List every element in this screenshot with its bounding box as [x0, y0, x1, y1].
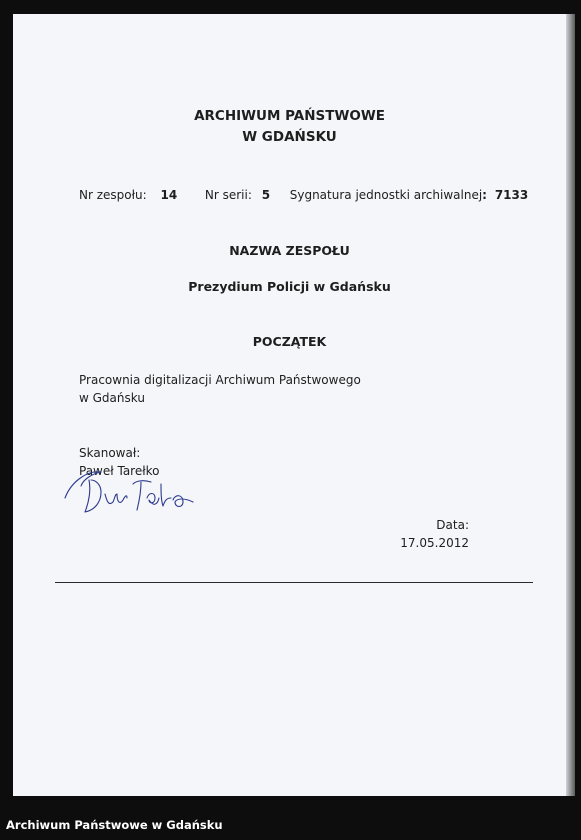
fond-number-value: 14	[160, 188, 178, 202]
digitization-lab-line2: w Gdańsku	[79, 391, 145, 405]
scanned-by-label: Skanował:	[79, 446, 141, 460]
fond-number-label: Nr zespołu:	[79, 188, 147, 202]
footer-caption: Archiwum Państwowe w Gdańsku	[6, 818, 223, 832]
archive-title-line2: W GDAŃSKU	[242, 129, 337, 145]
archive-title-line1: ARCHIWUM PAŃSTWOWE	[194, 108, 385, 124]
archive-title	[13, 106, 566, 148]
unit-signature-label: Sygnatura jednostki archiwalnej	[289, 188, 483, 202]
date-block	[400, 516, 469, 552]
reference-line	[79, 188, 528, 202]
document-page	[13, 14, 566, 796]
series-number-value: 5	[261, 188, 271, 202]
scanned-by-name: Paweł Tarełko	[79, 464, 160, 478]
unit-signature-value: 7133	[494, 188, 529, 202]
fond-name: Prezydium Policji w Gdańsku	[188, 279, 391, 294]
fond-name-heading: NAZWA ZESPOŁU	[229, 243, 350, 258]
unit-signature-colon: :	[482, 188, 487, 202]
digitization-lab-line1: Pracownia digitalizacji Archiwum Państwowego	[79, 373, 361, 387]
horizontal-rule	[55, 582, 533, 583]
date-value: 17.05.2012	[400, 536, 469, 550]
date-label: Data:	[436, 518, 469, 532]
section-heading: POCZĄTEK	[252, 334, 327, 349]
series-number-label: Nr serii:	[204, 188, 252, 202]
digitization-lab	[79, 371, 361, 407]
handwritten-signature	[61, 462, 201, 522]
